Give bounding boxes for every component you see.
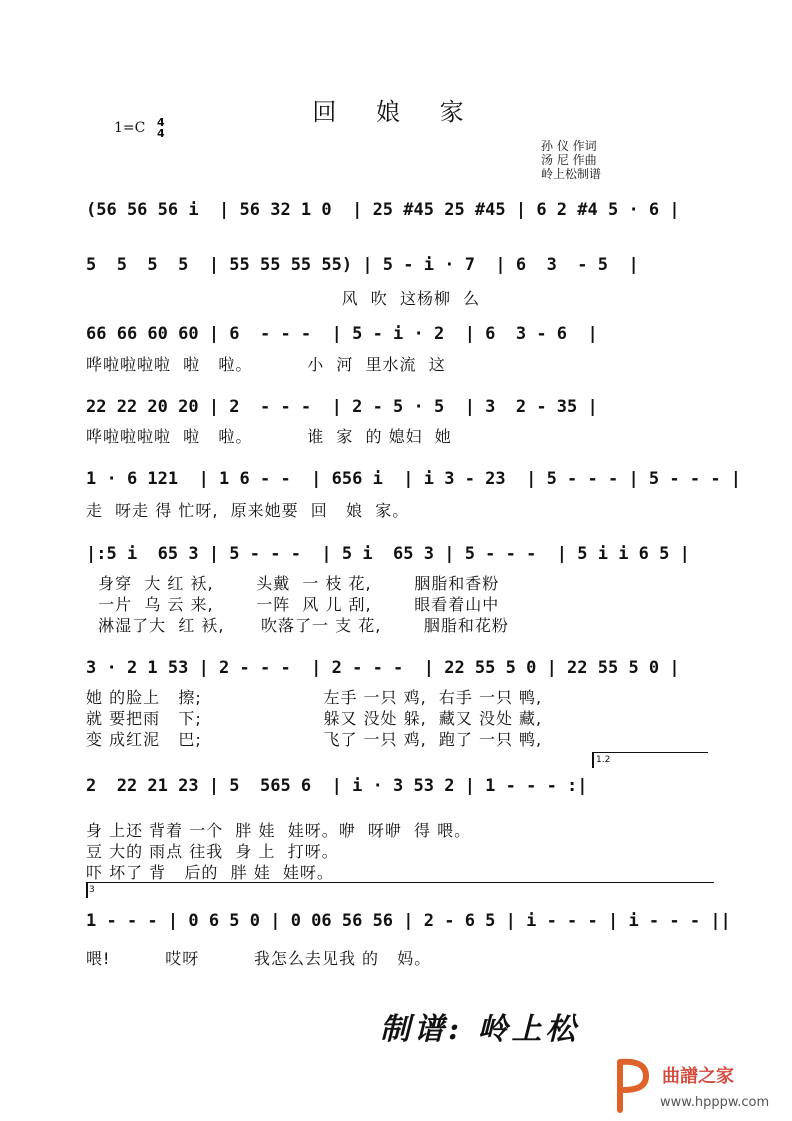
key-signature: 1=C [114,120,146,136]
first-ending-bracket [592,752,708,753]
transcriber-credit: 岭上松制谱 [541,167,602,181]
second-ending-bracket-tick [86,882,88,898]
first-ending-bracket-tick [592,752,594,768]
lyric-row-5-verse-1: 走 呀走 得 忙呀, 原来她要 回 娘 家。 [86,501,410,520]
lyric-row-8-verse-1: 身 上还 背着 一个 胖 娃 娃呀。咿 呀咿 得 喂。 [86,821,472,840]
lyric-row-7-verse-2: 就 要把雨 下; 躲又 没处 躲, 藏又 没处 藏, [86,709,543,728]
lyric-row-6-verse-2: 一片 乌 云 来, 一阵 风 儿 刮, 眼看着山中 [86,595,500,614]
meter-top: 4 [157,116,165,129]
lyric-row-8-verse-2: 豆 大的 雨点 往我 身 上 打呀。 [86,842,339,861]
lyric-row-9-verse-1: 喂! 哎呀 我怎么去见我 的 妈。 [86,949,432,968]
notation-row-8: 2 22 21 23 | 5 565 6 | i · 3 53 2 | 1 - - - :| [86,776,588,796]
lyric-row-7-verse-3: 变 成红泥 巴; 飞了 一只 鸡, 跑了 一只 鸭, [86,730,543,749]
notation-row-3: 66 66 60 60 | 6 - - - | 5 - i · 2 | 6 3 - 6 | [86,324,598,344]
notation-row-4: 22 22 20 20 | 2 - - - | 2 - 5 · 5 | 3 2 - 35 | [86,397,598,417]
composer-credit: 汤 尼 作曲 [541,153,597,167]
notation-row-2: 5 5 5 5 | 55 55 55 55) | 5 - i · 7 | 6 3 - 5 | [86,255,639,275]
time-signature [157,117,165,139]
lyric-row-7-verse-1: 她 的脸上 擦; 左手 一只 鸡, 右手 一只 鸭, [86,688,543,707]
notation-row-9: 1 - - - | 0 6 5 0 | 0 06 56 56 | 2 - 6 5 | i - - - | i - - - || [86,911,731,931]
lyric-row-6-verse-1: 身穿 大 红 袄, 头戴 一 枝 花, 胭脂和香粉 [86,574,500,593]
lyric-row-4-verse-1: 哗啦啦啦啦 啦 啦。 谁 家 的 媳妇 她 [86,427,452,446]
second-ending-bracket [86,882,714,883]
notation-row-1: (56 56 56 i | 56 32 1 0 | 25 #45 25 #45 | 6 2 #4 5 · 6 | [86,200,680,220]
lyric-row-8-verse-3: 吓 坏了 背 后的 胖 娃 娃呀。 [86,863,334,882]
score-title: 回 娘 家 [312,98,480,126]
site-logo-icon [612,1054,652,1114]
lyric-row-6-verse-3: 淋湿了大 红 袄, 吹落了一 支 花, 胭脂和花粉 [86,616,509,635]
notation-row-6: |:5 i 65 3 | 5 - - - | 5 i 65 3 | 5 - - - | 5 i i 6 5 | [86,544,690,564]
first-ending-label: 1.2 [596,755,611,765]
meter-bottom: 4 [157,127,165,140]
notation-row-7: 3 · 2 1 53 | 2 - - - | 2 - - - | 22 55 5 0 | 22 55 5 0 | [86,658,680,678]
second-ending-label: 3 [89,885,95,895]
watermark-url: www.hpppw.com [660,1095,770,1110]
lyric-row-2-verse-1: 风 吹 这杨柳 么 [86,289,481,308]
watermark-site-name: 曲譜之家 [662,1066,734,1087]
notation-row-5: 1 · 6 121 | 1 6 - - | 656 i | i 3 - 23 | 5 - - - | 5 - - - | [86,469,742,489]
lyric-row-3-verse-1: 哗啦啦啦啦 啦 啦。 小 河 里水流 这 [86,355,446,374]
lyricist-credit: 孙 仪 作词 [541,139,597,153]
transcriber-signature: 制谱: 岭上松 [380,1012,580,1047]
